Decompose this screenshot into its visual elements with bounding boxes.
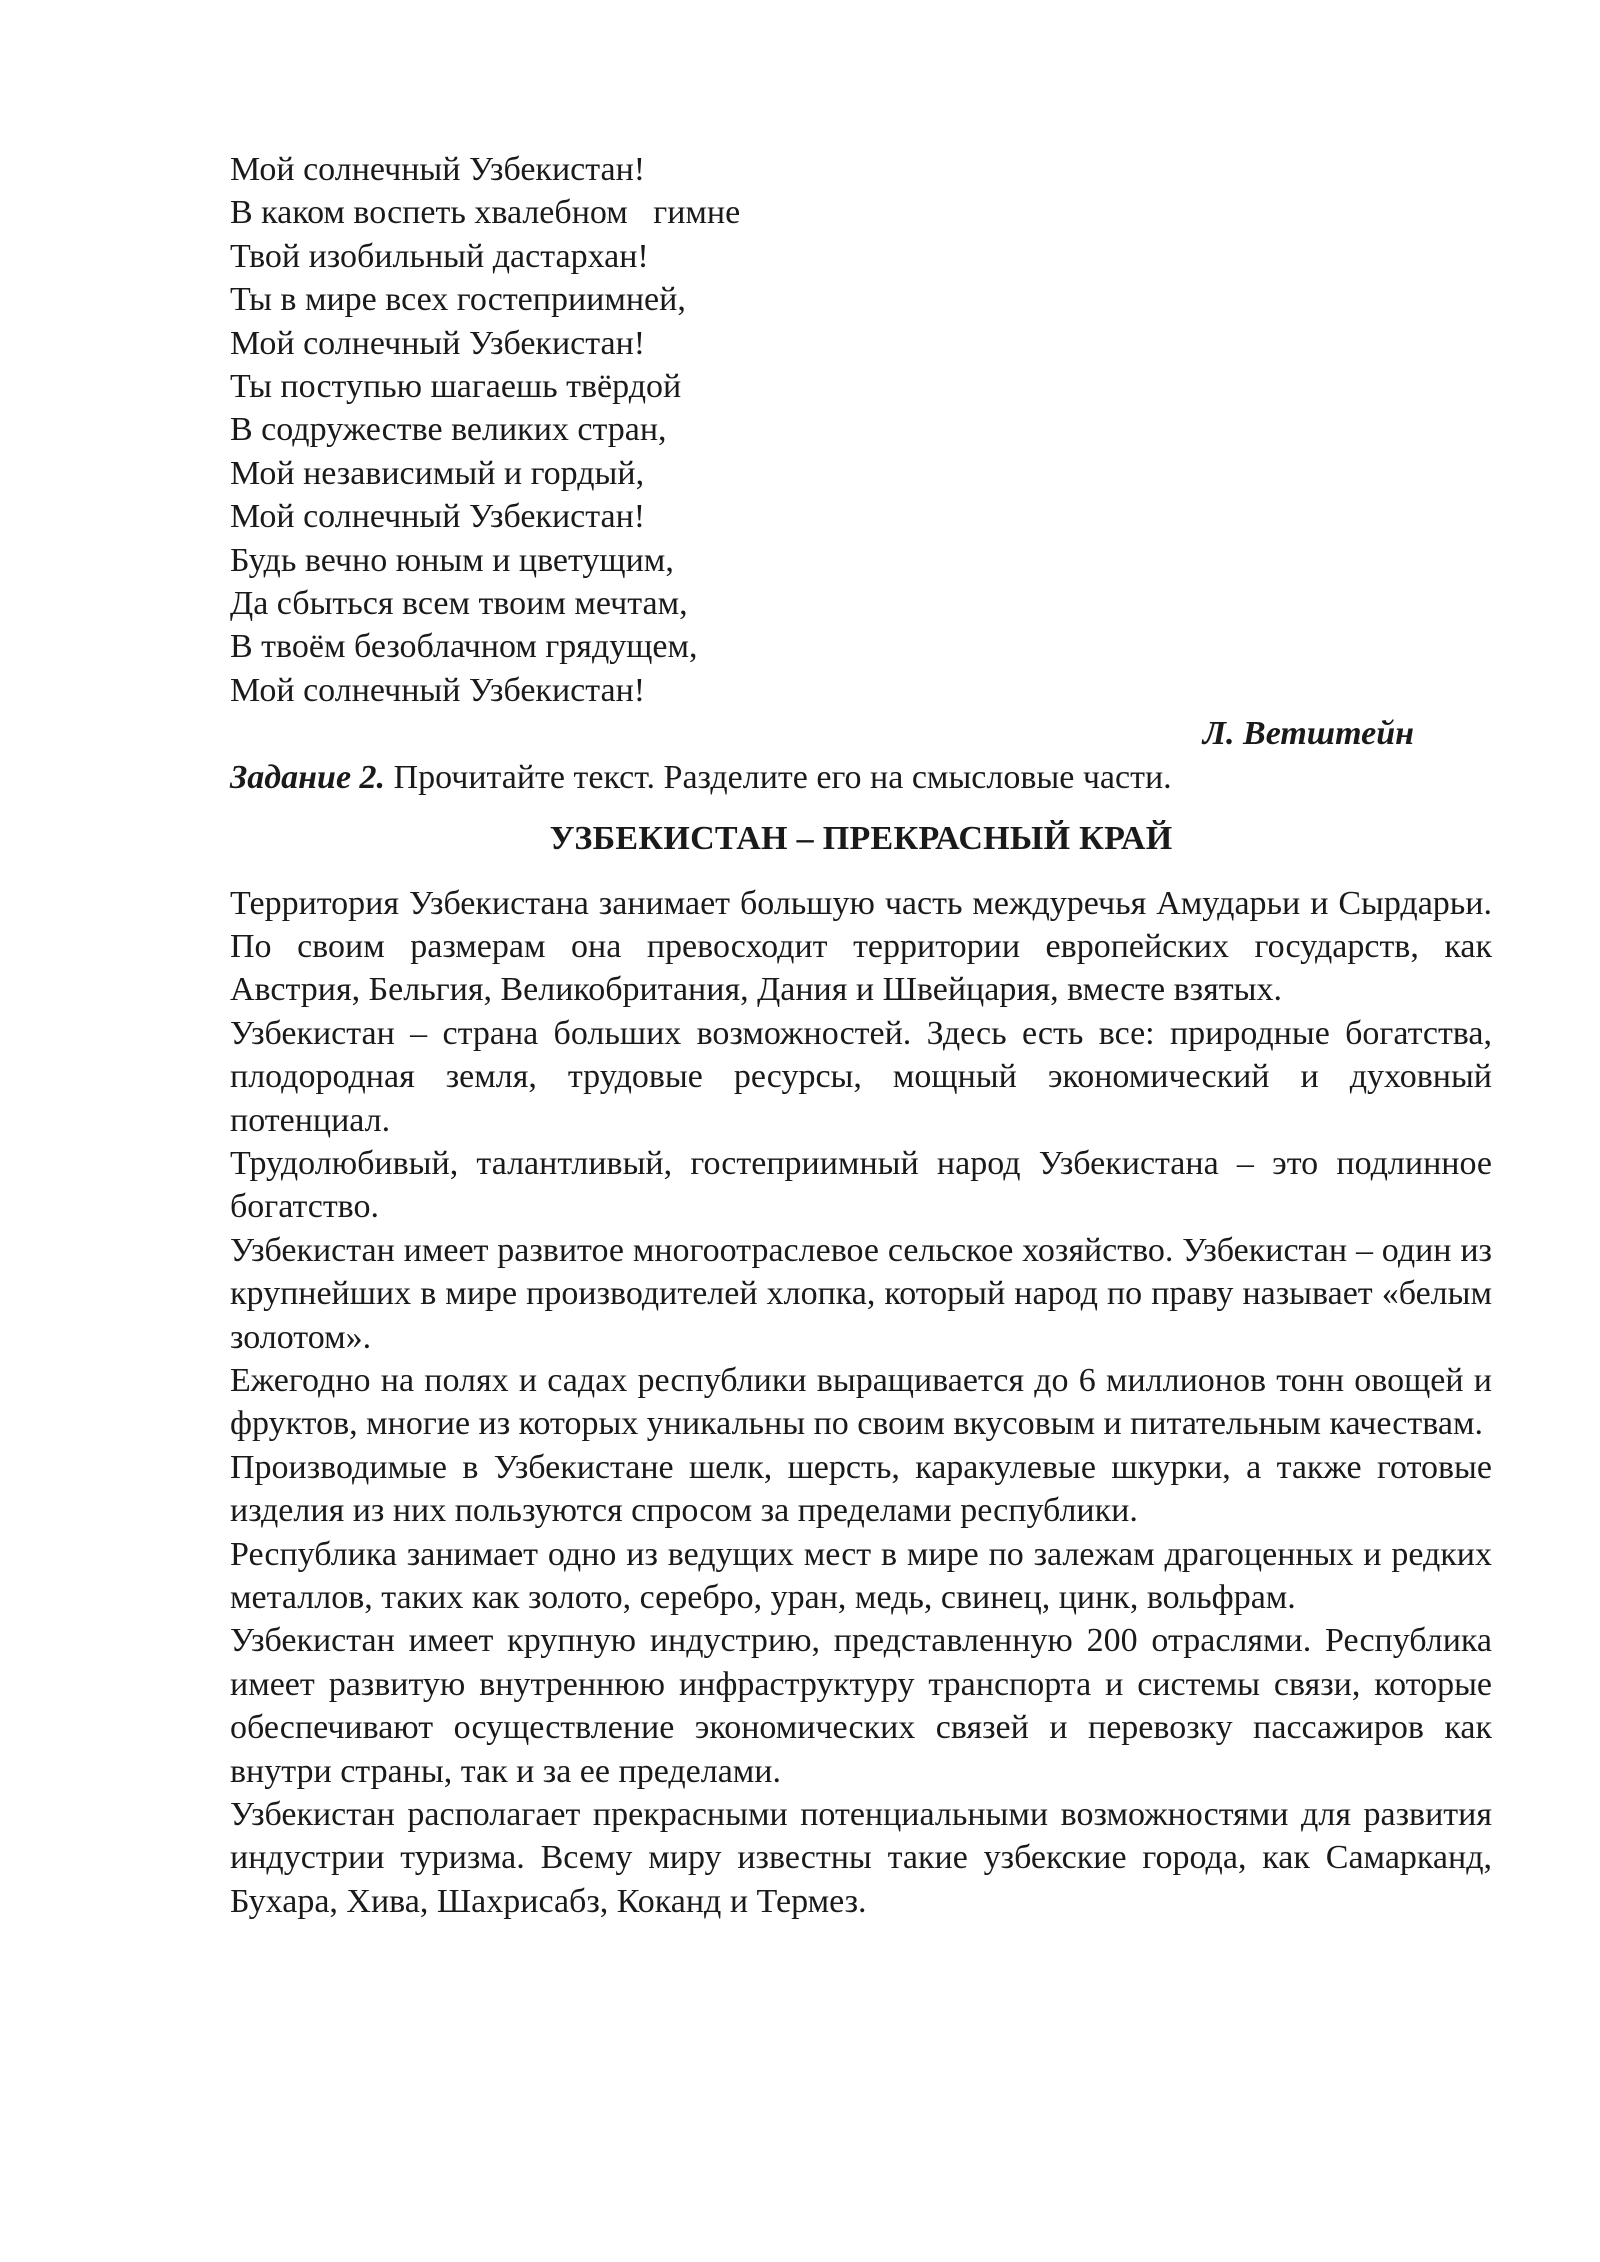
poem-line: Мой солнечный Узбекистан! [230,324,646,362]
article-title: УЗБЕКИСТАН – ПРЕКРАСНЫЙ КРАЙ [549,820,1173,858]
article-paragraph: Территория Узбекистана занимает большую часть междуречья Амударьи и Сырдарьи. По своим размерам она превосходит территории европейских государств, как Австрия, Бельгия, Великобритания, Дания и Швейцария, вместе взятых. [230,884,1492,1009]
poem-line: Твой изобильный дастархан! [230,237,649,275]
poem-line: Да сбыться всем твоим мечтам, [230,585,688,623]
poem-line: Мой независимый и гордый, [230,454,645,492]
poem-line: Ты в мире всех гостеприимней, [230,281,686,319]
poem-line: Мой солнечный Узбекистан! [230,498,646,536]
article-body [230,882,1492,1924]
article-paragraph: Производимые в Узбекистане шелк, шерсть, каракулевые шкурки, а также готовые изделия из них пользуются спросом за пределами республики. [230,1448,1492,1530]
poem-line: Мой солнечный Узбекистан! [230,151,646,188]
poem-line: В твоём безоблачном грядущем, [230,628,698,666]
task-instruction [230,756,1492,799]
poem-line: В содружестве великих стран, [230,411,667,449]
article-paragraph: Ежегодно на полях и садах республики выращивается до 6 миллионов тонн овощей и фруктов, многие из которых уникальны по своим вкусовым и питательным качествам. [230,1361,1492,1443]
poem [230,148,1492,712]
poem-line: Мой солнечный Узбекистан! [230,671,646,709]
task-label: Задание 2. [230,758,386,796]
poem-line: Будь вечно юным и цветущим, [230,541,674,579]
article-paragraph: Узбекистан имеет крупную индустрию, представленную 200 отраслями. Республика имеет развитую внутреннюю инфраструктуру транспорта и системы связи, которые обеспечивают осуществление экономических связей и перевозку пассажиров как внутри страны, так и за ее пределами. [230,1622,1492,1790]
article-paragraph: Трудолюбивый, талантливый, гостеприимный народ Узбекистана – это подлинное богатство. [230,1144,1492,1226]
task-text: Прочитайте текст. Разделите его на смысловые части. [385,758,1172,796]
article-paragraph: Узбекистан имеет развитое многоотраслевое сельское хозяйство. Узбекистан – один из крупнейших в мире производителей хлопка, который народ по праву называет «белым золотом». [230,1231,1492,1356]
article-paragraph: Республика занимает одно из ведущих мест в мире по залежам драгоценных и редких металлов, таких как золото, серебро, уран, медь, свинец, цинк, вольфрам. [230,1535,1492,1616]
document-page [230,148,1492,1923]
poem-line: Ты поступью шагаешь твёрдой [230,368,682,406]
poem-author: Л. Ветштейн [1202,715,1414,753]
article-paragraph: Узбекистан располагает прекрасными потенциальными возможностями для развития индустрии туризма. Всему миру известны такие узбекские города, как Самарканд, Бухара, Хива, Шахрисабз, Коканд и Термез. [230,1796,1492,1920]
poem-line: В каком воспеть хвалебном гимне [230,194,741,232]
article-paragraph: Узбекистан – страна больших возможностей. Здесь есть все: природные богатства, плодородная земля, трудовые ресурсы, мощный экономический и духовный потенциал. [230,1014,1492,1139]
